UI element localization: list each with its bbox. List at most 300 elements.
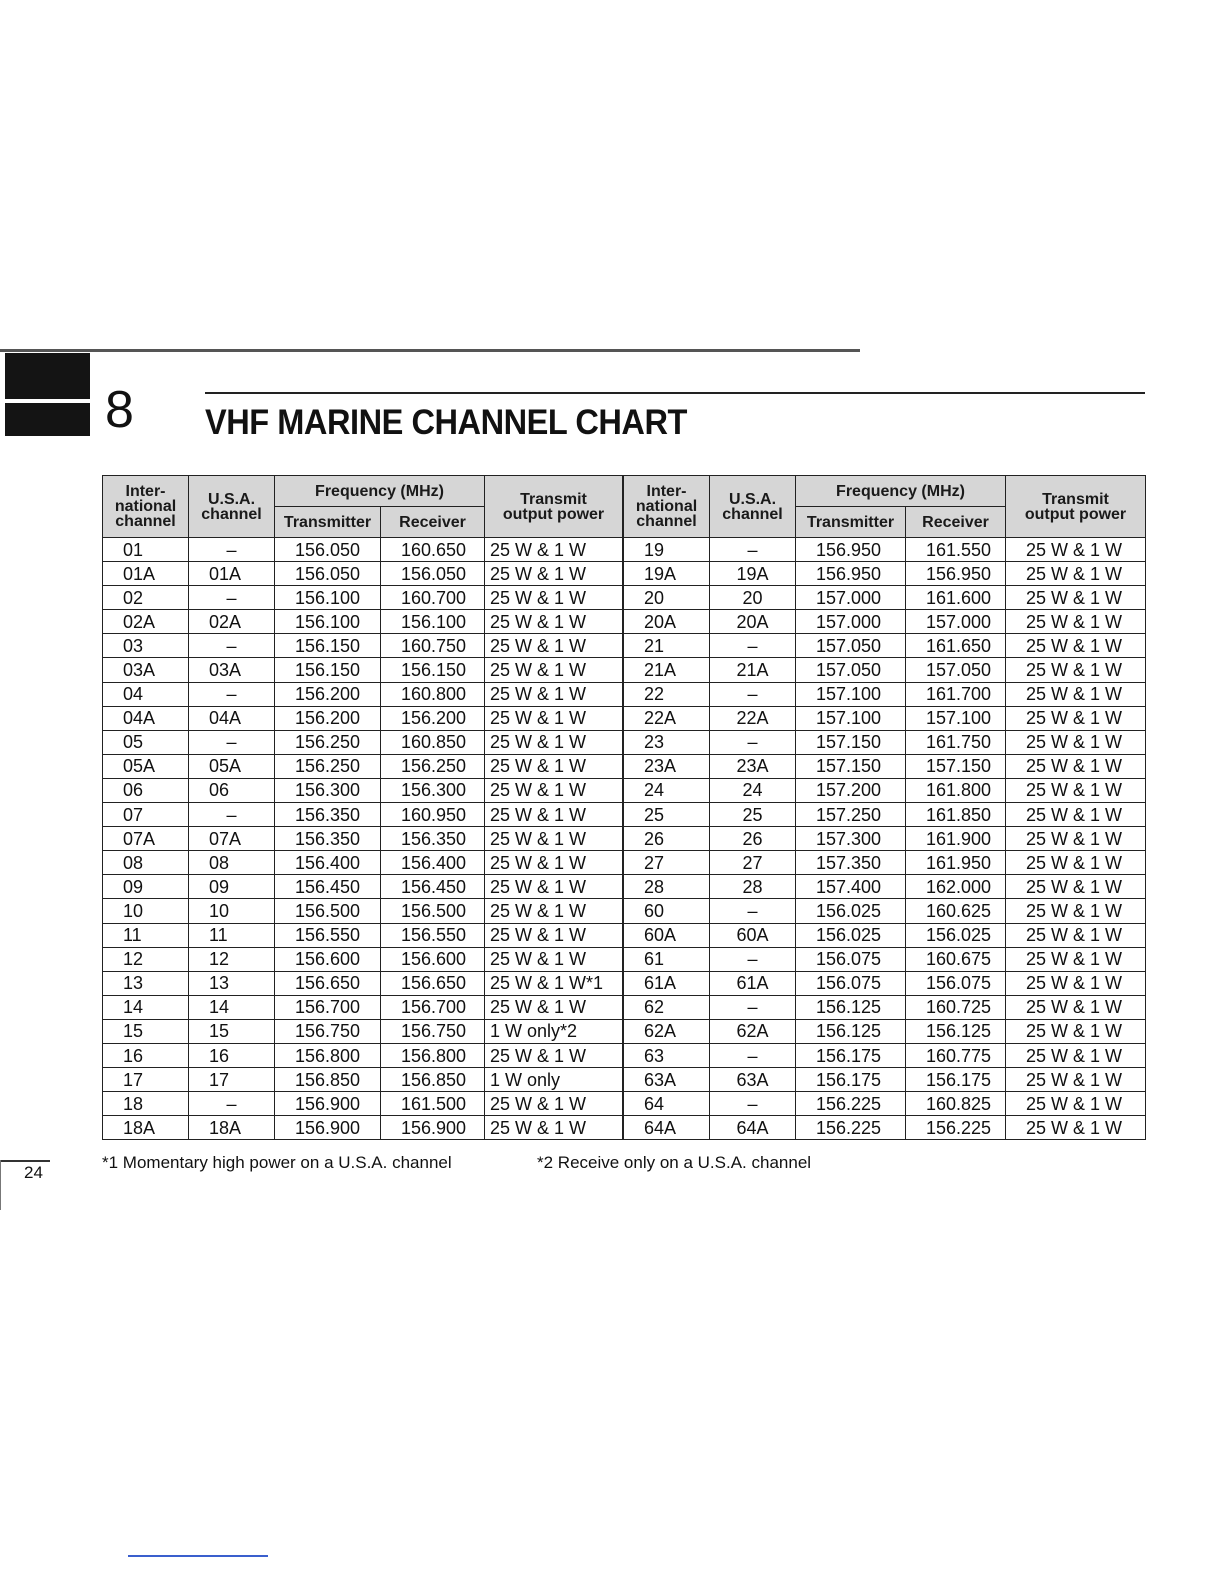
receiver-freq-cell: 156.700 xyxy=(381,995,485,1019)
power-cell: 25 W & 1 W xyxy=(485,995,623,1019)
receiver-freq-cell: 161.550 xyxy=(906,538,1006,562)
receiver-freq-cell: 156.100 xyxy=(381,610,485,634)
table-row xyxy=(103,899,623,923)
power-cell: 25 W & 1 W xyxy=(1006,538,1146,562)
header-frequency: Frequency (MHz) xyxy=(796,476,1006,507)
power-cell: 25 W & 1 W xyxy=(1006,923,1146,947)
receiver-freq-cell: 156.050 xyxy=(381,562,485,586)
transmitter-freq-cell: 156.250 xyxy=(275,754,381,778)
usa-channel-cell: 10 xyxy=(189,899,275,923)
table-row xyxy=(103,875,623,899)
power-cell: 25 W & 1 W xyxy=(485,827,623,851)
section-tab-block-lower xyxy=(5,403,90,436)
transmitter-freq-cell: 156.050 xyxy=(275,562,381,586)
table-row xyxy=(624,610,1146,634)
power-cell: 25 W & 1 W xyxy=(1006,682,1146,706)
intl-channel-cell: 04A xyxy=(103,706,189,730)
power-cell: 25 W & 1 W xyxy=(1006,634,1146,658)
power-cell: 25 W & 1 W xyxy=(1006,803,1146,827)
page-number-rule xyxy=(0,1160,50,1162)
intl-channel-cell: 60A xyxy=(624,923,710,947)
transmitter-freq-cell: 157.150 xyxy=(796,730,906,754)
power-cell: 25 W & 1 W xyxy=(485,851,623,875)
intl-channel-cell: 02 xyxy=(103,586,189,610)
header-receiver: Receiver xyxy=(906,507,1006,538)
intl-channel-cell: 21 xyxy=(624,634,710,658)
intl-channel-cell: 16 xyxy=(103,1043,189,1067)
transmitter-freq-cell: 156.550 xyxy=(275,923,381,947)
transmitter-freq-cell: 157.100 xyxy=(796,682,906,706)
receiver-freq-cell: 156.450 xyxy=(381,875,485,899)
intl-channel-cell: 61A xyxy=(624,971,710,995)
transmitter-freq-cell: 156.900 xyxy=(275,1092,381,1116)
intl-channel-cell: 60 xyxy=(624,899,710,923)
table-row xyxy=(103,610,623,634)
table-row xyxy=(624,875,1146,899)
usa-channel-cell: – xyxy=(189,803,275,827)
table-row xyxy=(103,1019,623,1043)
intl-channel-cell: 03 xyxy=(103,634,189,658)
receiver-freq-cell: 161.850 xyxy=(906,803,1006,827)
transmitter-freq-cell: 156.600 xyxy=(275,947,381,971)
intl-channel-cell: 06 xyxy=(103,778,189,802)
power-cell: 25 W & 1 W xyxy=(1006,947,1146,971)
power-cell: 25 W & 1 W xyxy=(1006,1116,1146,1140)
table-row xyxy=(624,586,1146,610)
receiver-freq-cell: 161.600 xyxy=(906,586,1006,610)
intl-channel-cell: 62A xyxy=(624,1019,710,1043)
intl-channel-cell: 10 xyxy=(103,899,189,923)
power-cell: 25 W & 1 W xyxy=(485,586,623,610)
intl-channel-cell: 14 xyxy=(103,995,189,1019)
usa-channel-cell: 61A xyxy=(710,971,796,995)
transmitter-freq-cell: 156.750 xyxy=(275,1019,381,1043)
table-row xyxy=(103,634,623,658)
usa-channel-cell: 11 xyxy=(189,923,275,947)
intl-channel-cell: 03A xyxy=(103,658,189,682)
section-tab-block-upper xyxy=(5,353,90,399)
transmitter-freq-cell: 157.000 xyxy=(796,610,906,634)
table-row xyxy=(624,1092,1146,1116)
intl-channel-cell: 20A xyxy=(624,610,710,634)
receiver-freq-cell: 160.950 xyxy=(381,803,485,827)
footnote-1: *1 Momentary high power on a U.S.A. channel xyxy=(102,1153,452,1172)
receiver-freq-cell: 161.900 xyxy=(906,827,1006,851)
table-row xyxy=(103,658,623,682)
power-cell: 25 W & 1 W xyxy=(1006,610,1146,634)
transmitter-freq-cell: 156.150 xyxy=(275,658,381,682)
table-row xyxy=(624,658,1146,682)
power-cell: 25 W & 1 W xyxy=(485,754,623,778)
usa-channel-cell: – xyxy=(189,634,275,658)
transmitter-freq-cell: 156.225 xyxy=(796,1092,906,1116)
intl-channel-cell: 25 xyxy=(624,803,710,827)
power-cell: 25 W & 1 W xyxy=(1006,706,1146,730)
receiver-freq-cell: 161.950 xyxy=(906,851,1006,875)
receiver-freq-cell: 156.200 xyxy=(381,706,485,730)
transmitter-freq-cell: 156.075 xyxy=(796,947,906,971)
transmitter-freq-cell: 156.200 xyxy=(275,682,381,706)
transmitter-freq-cell: 156.150 xyxy=(275,634,381,658)
usa-channel-cell: 20 xyxy=(710,586,796,610)
transmitter-freq-cell: 156.100 xyxy=(275,610,381,634)
receiver-freq-cell: 160.800 xyxy=(381,682,485,706)
usa-channel-cell: 07A xyxy=(189,827,275,851)
power-cell: 25 W & 1 W xyxy=(485,803,623,827)
table-row xyxy=(103,1043,623,1067)
intl-channel-cell: 19 xyxy=(624,538,710,562)
receiver-freq-cell: 160.700 xyxy=(381,586,485,610)
power-cell: 25 W & 1 W xyxy=(1006,1068,1146,1092)
power-cell: 25 W & 1 W xyxy=(1006,851,1146,875)
power-cell: 25 W & 1 W xyxy=(1006,995,1146,1019)
table-row xyxy=(103,778,623,802)
usa-channel-cell: 64A xyxy=(710,1116,796,1140)
transmitter-freq-cell: 156.050 xyxy=(275,538,381,562)
channel-table-right xyxy=(623,475,1146,1140)
header-international-channel: Inter- national channel xyxy=(103,476,189,538)
table-row xyxy=(624,538,1146,562)
table-row xyxy=(624,1019,1146,1043)
power-cell: 25 W & 1 W xyxy=(1006,1019,1146,1043)
header-transmit-power: Transmit output power xyxy=(1006,476,1146,538)
table-row xyxy=(624,899,1146,923)
channel-rows-right xyxy=(624,538,1146,1140)
header-usa-channel: U.S.A. channel xyxy=(710,476,796,538)
header-transmitter: Transmitter xyxy=(275,507,381,538)
transmitter-freq-cell: 157.100 xyxy=(796,706,906,730)
usa-channel-cell: – xyxy=(189,586,275,610)
transmitter-freq-cell: 156.350 xyxy=(275,803,381,827)
usa-channel-cell: 19A xyxy=(710,562,796,586)
transmitter-freq-cell: 157.250 xyxy=(796,803,906,827)
power-cell: 25 W & 1 W xyxy=(485,1116,623,1140)
intl-channel-cell: 12 xyxy=(103,947,189,971)
power-cell: 25 W & 1 W xyxy=(485,947,623,971)
power-cell: 25 W & 1 W xyxy=(485,634,623,658)
receiver-freq-cell: 161.650 xyxy=(906,634,1006,658)
header-frequency: Frequency (MHz) xyxy=(275,476,485,507)
transmitter-freq-cell: 156.950 xyxy=(796,562,906,586)
transmitter-freq-cell: 156.500 xyxy=(275,899,381,923)
intl-channel-cell: 11 xyxy=(103,923,189,947)
power-cell: 25 W & 1 W xyxy=(485,875,623,899)
usa-channel-cell: 05A xyxy=(189,754,275,778)
receiver-freq-cell: 160.750 xyxy=(381,634,485,658)
receiver-freq-cell: 160.850 xyxy=(381,730,485,754)
power-cell: 25 W & 1 W xyxy=(485,923,623,947)
receiver-freq-cell: 156.350 xyxy=(381,827,485,851)
usa-channel-cell: 08 xyxy=(189,851,275,875)
table-row xyxy=(103,827,623,851)
power-cell: 25 W & 1 W xyxy=(1006,754,1146,778)
intl-channel-cell: 02A xyxy=(103,610,189,634)
power-cell: 25 W & 1 W xyxy=(1006,827,1146,851)
usa-channel-cell: 22A xyxy=(710,706,796,730)
bottom-link-underline xyxy=(128,1555,268,1557)
transmitter-freq-cell: 156.125 xyxy=(796,995,906,1019)
receiver-freq-cell: 156.550 xyxy=(381,923,485,947)
receiver-freq-cell: 161.750 xyxy=(906,730,1006,754)
power-cell: 25 W & 1 W xyxy=(485,778,623,802)
power-cell: 25 W & 1 W xyxy=(1006,778,1146,802)
usa-channel-cell: 62A xyxy=(710,1019,796,1043)
usa-channel-cell: 26 xyxy=(710,827,796,851)
power-cell: 25 W & 1 W xyxy=(485,538,623,562)
transmitter-freq-cell: 156.225 xyxy=(796,1116,906,1140)
receiver-freq-cell: 160.825 xyxy=(906,1092,1006,1116)
intl-channel-cell: 04 xyxy=(103,682,189,706)
chapter-title: VHF MARINE CHANNEL CHART xyxy=(205,403,687,442)
receiver-freq-cell: 161.500 xyxy=(381,1092,485,1116)
usa-channel-cell: – xyxy=(189,682,275,706)
receiver-freq-cell: 157.150 xyxy=(906,754,1006,778)
receiver-freq-cell: 156.800 xyxy=(381,1043,485,1067)
intl-channel-cell: 23 xyxy=(624,730,710,754)
receiver-freq-cell: 160.650 xyxy=(381,538,485,562)
table-row xyxy=(624,971,1146,995)
table-row xyxy=(624,827,1146,851)
intl-channel-cell: 18 xyxy=(103,1092,189,1116)
header-international-channel: Inter- national channel xyxy=(624,476,710,538)
usa-channel-cell: 12 xyxy=(189,947,275,971)
power-cell: 25 W & 1 W xyxy=(1006,971,1146,995)
intl-channel-cell: 07A xyxy=(103,827,189,851)
power-cell: 25 W & 1 W xyxy=(485,682,623,706)
table-row xyxy=(103,730,623,754)
power-cell: 25 W & 1 W xyxy=(1006,1043,1146,1067)
receiver-freq-cell: 160.675 xyxy=(906,947,1006,971)
power-cell: 25 W & 1 W xyxy=(1006,875,1146,899)
transmitter-freq-cell: 156.700 xyxy=(275,995,381,1019)
usa-channel-cell: 20A xyxy=(710,610,796,634)
intl-channel-cell: 63A xyxy=(624,1068,710,1092)
intl-channel-cell: 22A xyxy=(624,706,710,730)
chapter-number: 8 xyxy=(105,381,134,439)
receiver-freq-cell: 156.750 xyxy=(381,1019,485,1043)
usa-channel-cell: – xyxy=(710,730,796,754)
receiver-freq-cell: 160.725 xyxy=(906,995,1006,1019)
transmitter-freq-cell: 157.200 xyxy=(796,778,906,802)
receiver-freq-cell: 156.900 xyxy=(381,1116,485,1140)
transmitter-freq-cell: 157.050 xyxy=(796,658,906,682)
usa-channel-cell: – xyxy=(710,538,796,562)
receiver-freq-cell: 156.600 xyxy=(381,947,485,971)
intl-channel-cell: 61 xyxy=(624,947,710,971)
usa-channel-cell: – xyxy=(710,634,796,658)
usa-channel-cell: 14 xyxy=(189,995,275,1019)
intl-channel-cell: 15 xyxy=(103,1019,189,1043)
header-transmitter: Transmitter xyxy=(796,507,906,538)
intl-channel-cell: 64A xyxy=(624,1116,710,1140)
receiver-freq-cell: 162.000 xyxy=(906,875,1006,899)
intl-channel-cell: 17 xyxy=(103,1068,189,1092)
channel-rows-left xyxy=(103,538,623,1140)
transmitter-freq-cell: 156.100 xyxy=(275,586,381,610)
intl-channel-cell: 07 xyxy=(103,803,189,827)
intl-channel-cell: 28 xyxy=(624,875,710,899)
usa-channel-cell: 21A xyxy=(710,658,796,682)
intl-channel-cell: 05A xyxy=(103,754,189,778)
table-row xyxy=(103,995,623,1019)
table-row xyxy=(624,562,1146,586)
usa-channel-cell: 23A xyxy=(710,754,796,778)
usa-channel-cell: – xyxy=(189,538,275,562)
intl-channel-cell: 64 xyxy=(624,1092,710,1116)
title-rule xyxy=(205,392,1145,394)
header-usa-channel: U.S.A. channel xyxy=(189,476,275,538)
power-cell: 25 W & 1 W xyxy=(1006,899,1146,923)
usa-channel-cell: – xyxy=(710,682,796,706)
transmitter-freq-cell: 156.850 xyxy=(275,1068,381,1092)
table-row xyxy=(624,778,1146,802)
table-row xyxy=(103,947,623,971)
transmitter-freq-cell: 156.025 xyxy=(796,899,906,923)
intl-channel-cell: 09 xyxy=(103,875,189,899)
channel-table-left xyxy=(102,475,623,1140)
table-row xyxy=(624,754,1146,778)
receiver-freq-cell: 156.175 xyxy=(906,1068,1006,1092)
power-cell: 25 W & 1 W xyxy=(485,1043,623,1067)
transmitter-freq-cell: 156.025 xyxy=(796,923,906,947)
usa-channel-cell: – xyxy=(710,995,796,1019)
usa-channel-cell: 17 xyxy=(189,1068,275,1092)
usa-channel-cell: 01A xyxy=(189,562,275,586)
intl-channel-cell: 63 xyxy=(624,1043,710,1067)
transmitter-freq-cell: 157.150 xyxy=(796,754,906,778)
receiver-freq-cell: 156.500 xyxy=(381,899,485,923)
usa-channel-cell: 18A xyxy=(189,1116,275,1140)
receiver-freq-cell: 161.700 xyxy=(906,682,1006,706)
table-row xyxy=(624,634,1146,658)
power-cell: 25 W & 1 W xyxy=(485,1092,623,1116)
transmitter-freq-cell: 156.900 xyxy=(275,1116,381,1140)
power-cell: 25 W & 1 W xyxy=(1006,586,1146,610)
receiver-freq-cell: 156.650 xyxy=(381,971,485,995)
receiver-freq-cell: 156.400 xyxy=(381,851,485,875)
receiver-freq-cell: 160.775 xyxy=(906,1043,1006,1067)
usa-channel-cell: 63A xyxy=(710,1068,796,1092)
power-cell: 1 W only xyxy=(485,1068,623,1092)
table-row xyxy=(103,706,623,730)
page-margin-line xyxy=(0,1160,1,1210)
table-row xyxy=(103,682,623,706)
power-cell: 25 W & 1 W xyxy=(485,899,623,923)
table-row xyxy=(103,586,623,610)
table-row xyxy=(103,1092,623,1116)
table-row xyxy=(103,754,623,778)
power-cell: 25 W & 1 W xyxy=(485,658,623,682)
usa-channel-cell: 03A xyxy=(189,658,275,682)
usa-channel-cell: 09 xyxy=(189,875,275,899)
intl-channel-cell: 23A xyxy=(624,754,710,778)
table-row xyxy=(103,1116,623,1140)
power-cell: 25 W & 1 W xyxy=(1006,562,1146,586)
table-row xyxy=(624,1116,1146,1140)
receiver-freq-cell: 156.025 xyxy=(906,923,1006,947)
header-transmit-power: Transmit output power xyxy=(485,476,623,538)
intl-channel-cell: 05 xyxy=(103,730,189,754)
receiver-freq-cell: 156.150 xyxy=(381,658,485,682)
receiver-freq-cell: 157.000 xyxy=(906,610,1006,634)
table-row xyxy=(624,682,1146,706)
usa-channel-cell: 13 xyxy=(189,971,275,995)
usa-channel-cell: 04A xyxy=(189,706,275,730)
table-row xyxy=(624,851,1146,875)
table-row xyxy=(624,706,1146,730)
table-row xyxy=(103,923,623,947)
intl-channel-cell: 27 xyxy=(624,851,710,875)
transmitter-freq-cell: 156.400 xyxy=(275,851,381,875)
transmitter-freq-cell: 156.125 xyxy=(796,1019,906,1043)
receiver-freq-cell: 156.225 xyxy=(906,1116,1006,1140)
receiver-freq-cell: 160.625 xyxy=(906,899,1006,923)
footnote-2: *2 Receive only on a U.S.A. channel xyxy=(537,1153,812,1172)
receiver-freq-cell: 156.250 xyxy=(381,754,485,778)
receiver-freq-cell: 157.100 xyxy=(906,706,1006,730)
table-row xyxy=(624,923,1146,947)
table-row xyxy=(103,538,623,562)
table-row xyxy=(103,562,623,586)
transmitter-freq-cell: 156.800 xyxy=(275,1043,381,1067)
transmitter-freq-cell: 156.950 xyxy=(796,538,906,562)
power-cell: 25 W & 1 W xyxy=(485,706,623,730)
usa-channel-cell: – xyxy=(710,947,796,971)
intl-channel-cell: 18A xyxy=(103,1116,189,1140)
transmitter-freq-cell: 157.350 xyxy=(796,851,906,875)
intl-channel-cell: 26 xyxy=(624,827,710,851)
intl-channel-cell: 19A xyxy=(624,562,710,586)
table-row xyxy=(103,971,623,995)
intl-channel-cell: 08 xyxy=(103,851,189,875)
power-cell: 25 W & 1 W xyxy=(485,610,623,634)
usa-channel-cell: – xyxy=(189,1092,275,1116)
receiver-freq-cell: 161.800 xyxy=(906,778,1006,802)
usa-channel-cell: 27 xyxy=(710,851,796,875)
intl-channel-cell: 01 xyxy=(103,538,189,562)
receiver-freq-cell: 157.050 xyxy=(906,658,1006,682)
usa-channel-cell: 16 xyxy=(189,1043,275,1067)
power-cell: 25 W & 1 W xyxy=(1006,730,1146,754)
transmitter-freq-cell: 157.300 xyxy=(796,827,906,851)
usa-channel-cell: 24 xyxy=(710,778,796,802)
table-row xyxy=(624,1068,1146,1092)
receiver-freq-cell: 156.850 xyxy=(381,1068,485,1092)
table-row xyxy=(624,995,1146,1019)
usa-channel-cell: 15 xyxy=(189,1019,275,1043)
power-cell: 25 W & 1 W xyxy=(485,730,623,754)
usa-channel-cell: – xyxy=(710,1043,796,1067)
top-rule xyxy=(0,349,860,352)
usa-channel-cell: – xyxy=(189,730,275,754)
table-row xyxy=(624,803,1146,827)
usa-channel-cell: 06 xyxy=(189,778,275,802)
page-number: 24 xyxy=(24,1163,43,1182)
transmitter-freq-cell: 157.400 xyxy=(796,875,906,899)
transmitter-freq-cell: 156.300 xyxy=(275,778,381,802)
power-cell: 25 W & 1 W*1 xyxy=(485,971,623,995)
power-cell: 25 W & 1 W xyxy=(1006,658,1146,682)
table-row xyxy=(103,851,623,875)
power-cell: 25 W & 1 W xyxy=(1006,1092,1146,1116)
transmitter-freq-cell: 156.350 xyxy=(275,827,381,851)
transmitter-freq-cell: 156.450 xyxy=(275,875,381,899)
header-receiver: Receiver xyxy=(381,507,485,538)
table-row xyxy=(624,947,1146,971)
usa-channel-cell: 28 xyxy=(710,875,796,899)
power-cell: 25 W & 1 W xyxy=(485,562,623,586)
table-row xyxy=(624,730,1146,754)
